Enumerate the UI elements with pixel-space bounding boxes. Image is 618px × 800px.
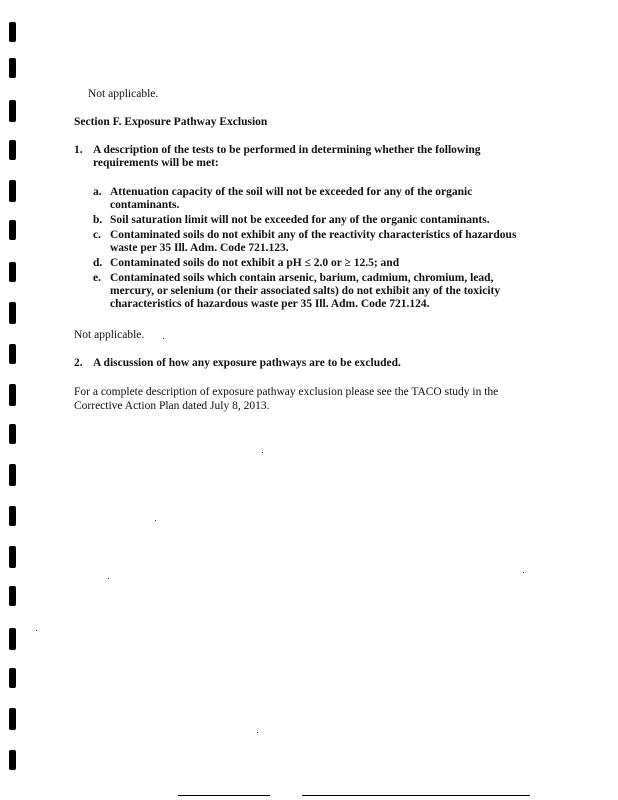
requirement-text: Soil saturation limit will not be exceeded for any of the organic contaminants.	[110, 214, 490, 226]
binder-punch-mark	[9, 344, 16, 364]
requirement-letter: b.	[93, 214, 103, 226]
binder-punch-mark	[9, 586, 16, 606]
question-1-number: 1.	[74, 144, 83, 156]
binder-punch-mark	[9, 302, 16, 324]
binder-punch-mark	[9, 22, 16, 42]
requirement-letter: c.	[93, 229, 101, 241]
scan-speck	[262, 452, 263, 453]
section-heading: Section F. Exposure Pathway Exclusion	[74, 116, 268, 128]
scan-speck	[155, 520, 156, 521]
binder-punch-mark	[9, 424, 16, 444]
scan-speck	[36, 630, 37, 631]
answer-1: Not applicable.	[74, 329, 145, 341]
requirement-letter: d.	[93, 257, 103, 269]
answer-2-line-1: For a complete description of exposure pathway exclusion please see the TACO study in the	[74, 386, 499, 398]
requirement-text: Attenuation capacity of the soil will not be exceeded for any of the organic contaminants.	[110, 186, 473, 211]
question-1-text: A description of the tests to be performed in determining whether the following requirements will be met:	[93, 144, 481, 169]
requirement-text: Contaminated soils do not exhibit any of the reactivity characteristics of hazardous waste per 35 Ill. Adm. Code 721.123.	[110, 229, 517, 254]
binder-punch-mark	[9, 628, 16, 650]
scan-speck	[108, 578, 109, 579]
binder-punch-mark	[9, 546, 16, 568]
binder-punch-mark	[9, 262, 16, 282]
binder-punch-mark	[9, 58, 16, 78]
answer-2-line-2: Corrective Action Plan dated July 8, 2013.	[74, 400, 270, 412]
binder-punch-mark	[9, 100, 16, 122]
requirement-letter: e.	[93, 272, 101, 284]
footer-rule	[178, 795, 270, 796]
binder-punch-mark	[9, 464, 16, 486]
requirement-text: Contaminated soils do not exhibit a pH ≤ 2.0 or ≥ 12.5; and	[110, 257, 400, 269]
binder-punch-mark	[9, 180, 16, 202]
binder-punch-mark	[9, 506, 16, 526]
scan-speck	[163, 338, 164, 339]
scan-speck	[257, 732, 258, 733]
binder-punch-mark	[9, 220, 16, 240]
binder-punch-mark	[9, 708, 16, 730]
binder-punch-mark	[9, 750, 16, 770]
intro-note: Not applicable.	[88, 88, 159, 100]
requirement-text: Contaminated soils which contain arsenic, barium, cadmium, chromium, lead, mercury, or selenium (or their associated salts) do not exhibit any of the toxicity characteristics of hazardous waste per 35 Ill. Adm. Code 721.124.	[110, 272, 501, 310]
binder-punch-mark	[9, 668, 16, 688]
footer-rule	[302, 795, 530, 796]
question-2-text: A discussion of how any exposure pathways are to be excluded.	[93, 357, 401, 369]
scan-speck	[523, 572, 524, 573]
question-2-number: 2.	[74, 357, 83, 369]
requirement-letter: a.	[93, 186, 102, 198]
binder-punch-mark	[9, 140, 16, 160]
binder-punch-mark	[9, 384, 16, 406]
